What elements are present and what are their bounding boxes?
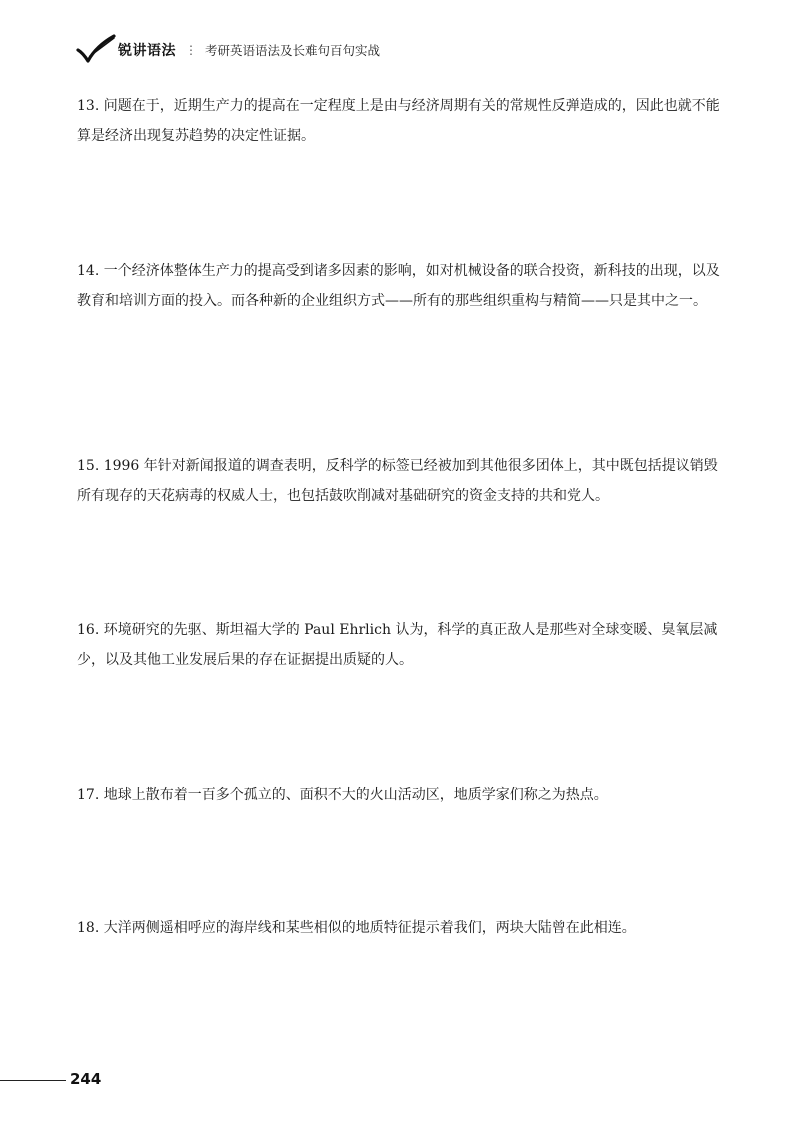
checkmark-pen-icon: [76, 34, 116, 66]
running-header: [76, 34, 380, 66]
exercise-item-17: 17. 地球上散布着一百多个孤立的、面积不大的火山活动区，地质学家们称之为热点。: [77, 787, 608, 803]
footer-rule: [0, 1080, 66, 1081]
exercise-item-15: 15. 1996 年针对新闻报道的调查表明，反科学的标签已经被加到其他很多团体上，其中既包括提议销毁所有现存的天花病毒的权威人士，也包括鼓吹削减对基础研究的资金支持的共和党人。: [77, 458, 718, 504]
page-number: 244: [70, 1070, 102, 1088]
series-title: 锐讲语法: [118, 43, 176, 59]
exercise-item-18: 18. 大洋两侧遥相呼应的海岸线和某些相似的地质特征提示着我们，两块大陆曾在此相连。: [77, 920, 636, 936]
header-separator: ⋮: [185, 43, 197, 57]
exercise-item-13: 13. 问题在于，近期生产力的提高在一定程度上是由与经济周期有关的常规性反弹造成的，因此也就不能算是经济出现复苏趋势的决定性证据。: [77, 98, 720, 144]
exercise-item-14: 14. 一个经济体整体生产力的提高受到诸多因素的影响，如对机械设备的联合投资，新科技的出现，以及教育和培训方面的投入。而各种新的企业组织方式——所有的那些组织重构与精简——只是其中之一。: [77, 263, 720, 309]
exercise-item-16: 16. 环境研究的先驱、斯坦福大学的 Paul Ehrlich 认为，科学的真正敌人是那些对全球变暖、臭氧层减少，以及其他工业发展后果的存在证据提出质疑的人。: [77, 622, 718, 668]
book-title: 考研英语语法及长难句百句实战: [205, 43, 381, 58]
